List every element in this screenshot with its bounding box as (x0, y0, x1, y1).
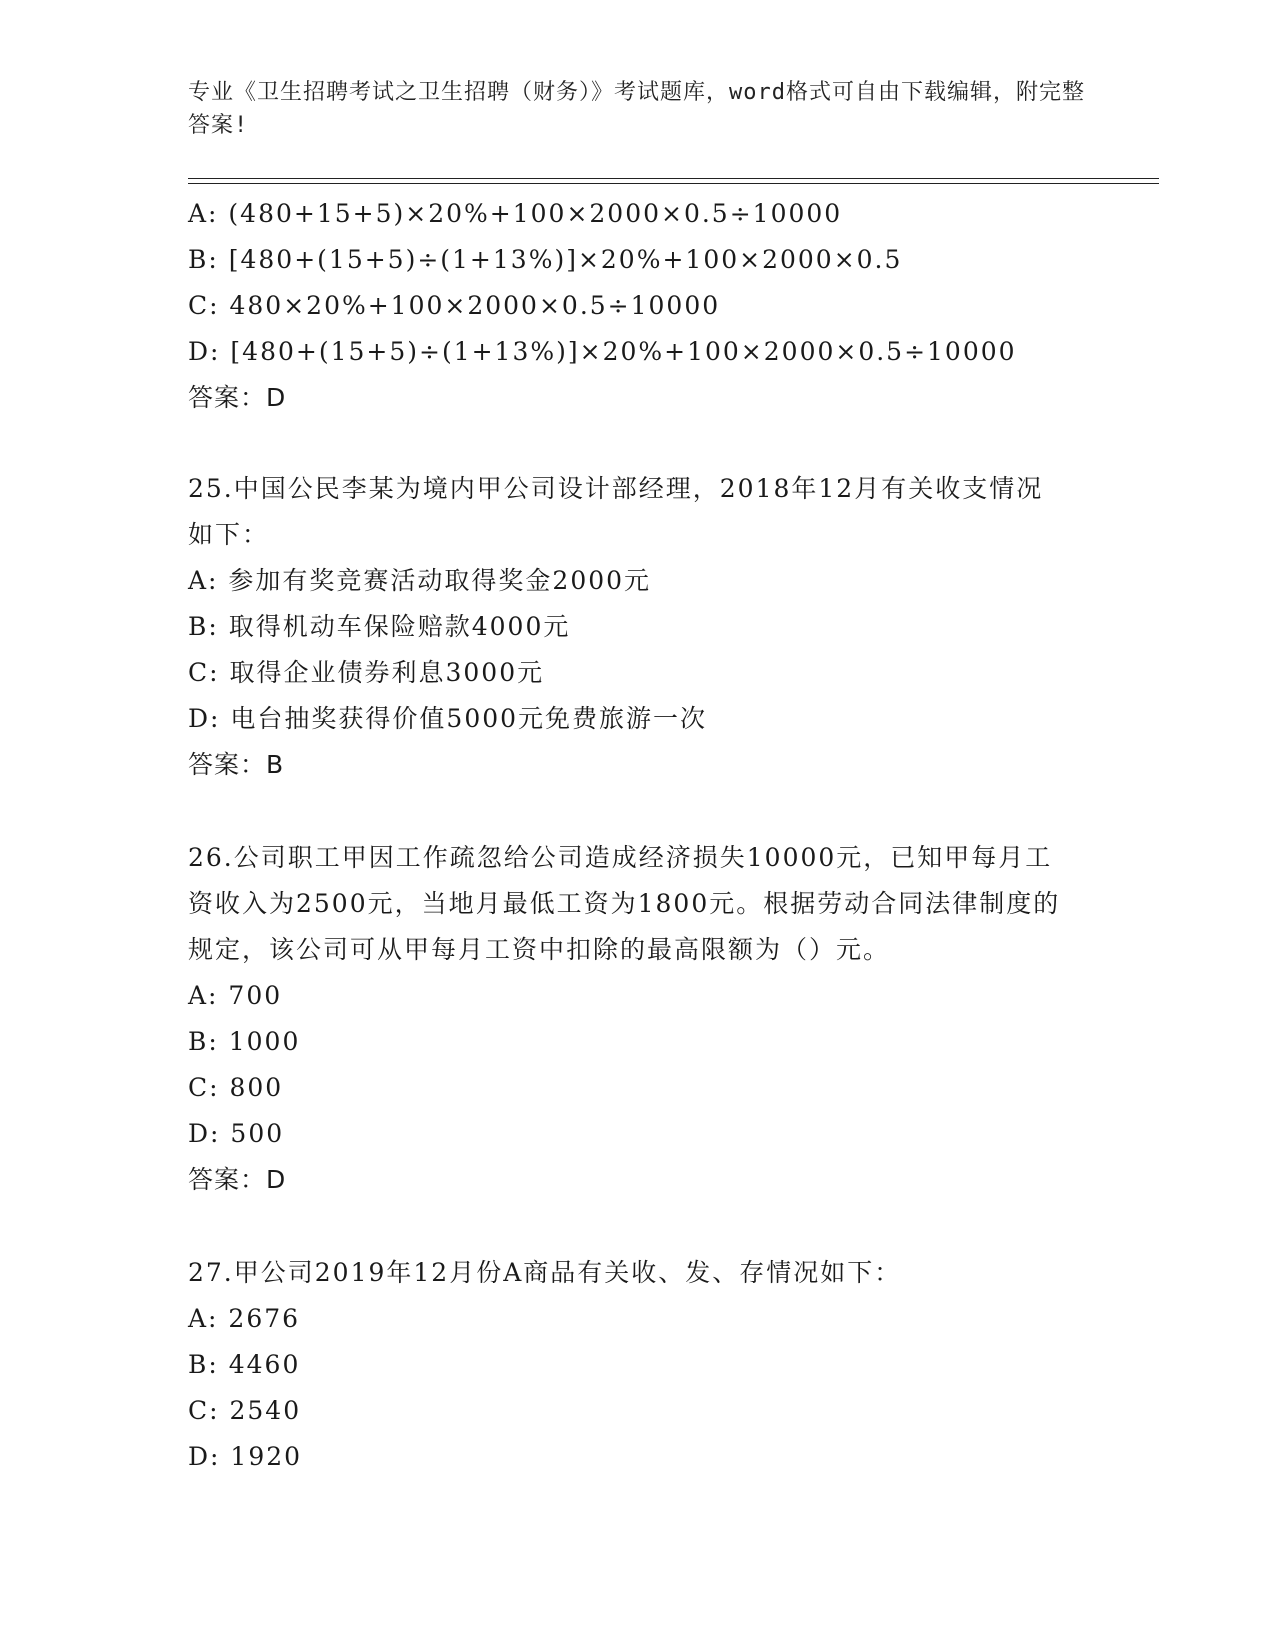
option-b: B: 1000 (188, 1027, 301, 1056)
question-stem: 27.甲公司2019年12月份A商品有关收、发、存情况如下： (188, 1258, 902, 1287)
option-a: A: 参加有奖竞赛活动取得奖金2000元 (188, 566, 652, 595)
option-d: D: 电台抽奖获得价值5000元免费旅游一次 (188, 704, 708, 733)
question-24 (188, 191, 1088, 421)
option-d: D: 500 (188, 1119, 285, 1148)
answer: 答案：D (188, 383, 287, 412)
question-stem: 25.中国公民李某为境内甲公司设计部经理，2018年12月有关收支情况如下： (188, 474, 1044, 549)
spacer (188, 1203, 1088, 1250)
spacer (188, 788, 1088, 835)
spacer (188, 421, 1088, 466)
option-c: C: 800 (188, 1073, 284, 1102)
answer: 答案：D (188, 1165, 287, 1194)
option-c: C: 2540 (188, 1396, 302, 1425)
option-d: D: 1920 (188, 1442, 303, 1471)
question-list (188, 191, 1088, 1480)
question-25 (188, 466, 1088, 788)
header-divider-top (188, 178, 1159, 179)
question-26 (188, 835, 1088, 1203)
option-b: B: [480+(15+5)÷(1+13%)]×20%+100×2000×0.5 (188, 245, 903, 274)
option-c: C: 480×20%+100×2000×0.5÷10000 (188, 291, 721, 320)
question-27 (188, 1250, 1088, 1480)
option-d: D: [480+(15+5)÷(1+13%)]×20%+100×2000×0.5÷10000 (188, 337, 1017, 366)
option-a: A: (480+15+5)×20%+100×2000×0.5÷10000 (188, 199, 843, 228)
question-stem: 26.公司职工甲因工作疏忽给公司造成经济损失10000元，已知甲每月工资收入为2500元，当地月最低工资为1800元。根据劳动合同法律制度的规定，该公司可从甲每月工资中扣除的最高限额为（）元。 (188, 843, 1061, 964)
header-title: 专业《卫生招聘考试之卫生招聘（财务）》考试题库，word格式可自由下载编辑，附完整答案! (188, 80, 1085, 138)
header-divider-bottom (188, 183, 1159, 184)
option-b: B: 取得机动车保险赔款4000元 (188, 612, 571, 641)
option-a: A: 2676 (188, 1304, 301, 1333)
document-header (188, 76, 1088, 142)
option-c: C: 取得企业债券利息3000元 (188, 658, 545, 687)
option-b: B: 4460 (188, 1350, 301, 1379)
option-a: A: 700 (188, 981, 283, 1010)
answer: 答案：B (188, 750, 285, 779)
